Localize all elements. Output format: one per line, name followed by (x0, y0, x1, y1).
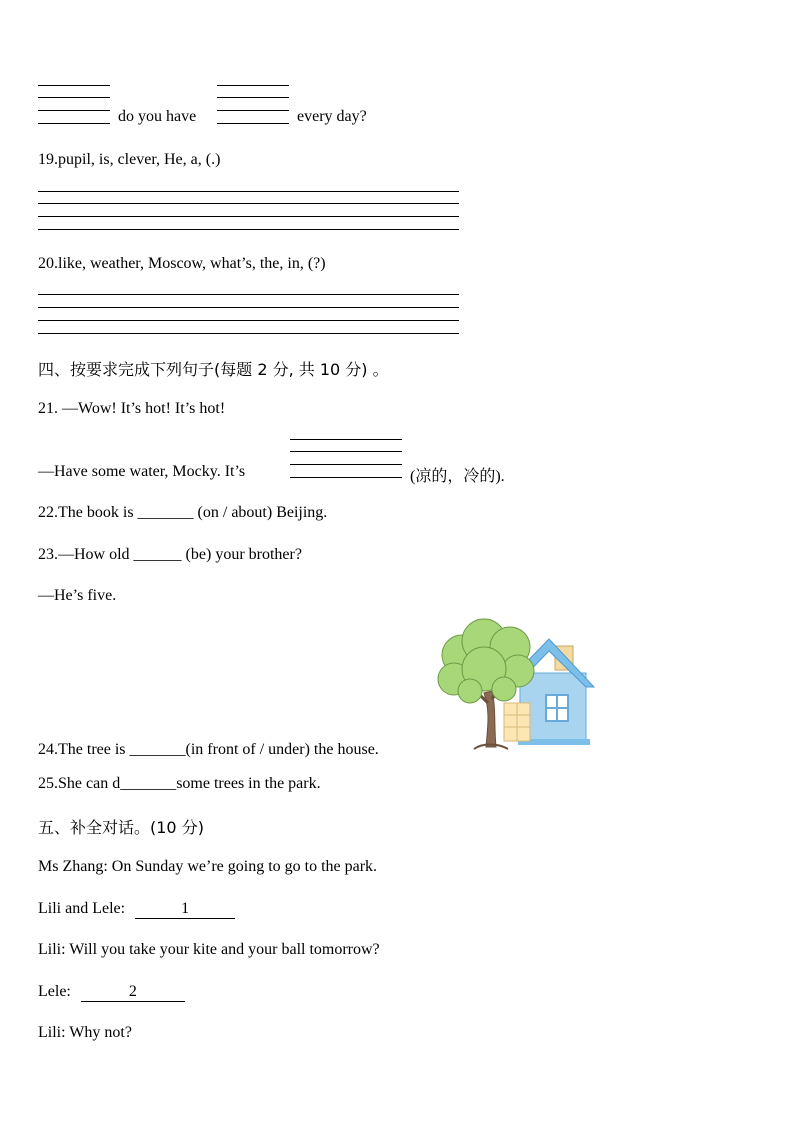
q22 (38, 504, 327, 522)
q25-text: She can d_______some trees in the park. (58, 775, 321, 792)
q20-number: 20. (38, 255, 58, 272)
q19-number: 19. (38, 151, 58, 168)
dialogue-speaker-4: Lele: (38, 983, 71, 1000)
q25 (38, 775, 321, 793)
q25-number: 25. (38, 775, 58, 792)
q24-text: The tree is _______(in front of / under) the house. (58, 741, 379, 758)
q23-line1 (38, 546, 302, 564)
dialogue-speaker-2: Lili and Lele: (38, 900, 126, 917)
q19-words: pupil, is, clever, He, a, (.) (58, 151, 221, 168)
dialogue-line-2 (38, 900, 235, 919)
q24 (38, 741, 379, 759)
q21-line1 (38, 400, 225, 418)
q23-question: —How old ______ (be) your brother? (58, 546, 302, 563)
q21-dialogue-1: —Wow! It’s hot! It’s hot! (58, 400, 226, 417)
q20-words: like, weather, Moscow, what’s, the, in, (?) (58, 255, 326, 272)
q18-text-1: do you have (118, 108, 197, 125)
q23-answer: —He’s five. (38, 587, 117, 604)
q20-prompt (38, 255, 326, 273)
dialogue-line-1: Ms Zhang: On Sunday we’re going to go to the park. (38, 858, 378, 875)
tree-house-illustration (434, 615, 598, 755)
dialogue-line-4 (38, 983, 185, 1002)
q24-number: 24. (38, 741, 58, 758)
dialogue-blank-1[interactable]: 1 (135, 900, 235, 919)
dialogue-blank-2[interactable]: 2 (81, 983, 185, 1002)
dialogue-line-3: Lili: Will you take your kite and your ball tomorrow? (38, 941, 380, 958)
q21-number: 21. (38, 400, 58, 417)
q21-dialogue-2: —Have some water, Mocky. It’s (38, 463, 246, 480)
q18-text-2: every day? (297, 108, 367, 125)
q22-text: The book is _______ (on / about) Beijing. (58, 504, 328, 521)
dialogue-line-5: Lili: Why not? (38, 1024, 132, 1041)
section4-title: 四、按要求完成下列句子(每题 2 分, 共 10 分) 。 (38, 360, 389, 379)
q19-prompt (38, 151, 220, 169)
q21-hint: (凉的，冷的). (410, 468, 505, 485)
section5-title: 五、补全对话。(10 分) (38, 818, 204, 837)
q23-number: 23. (38, 546, 58, 563)
q22-number: 22. (38, 504, 58, 521)
